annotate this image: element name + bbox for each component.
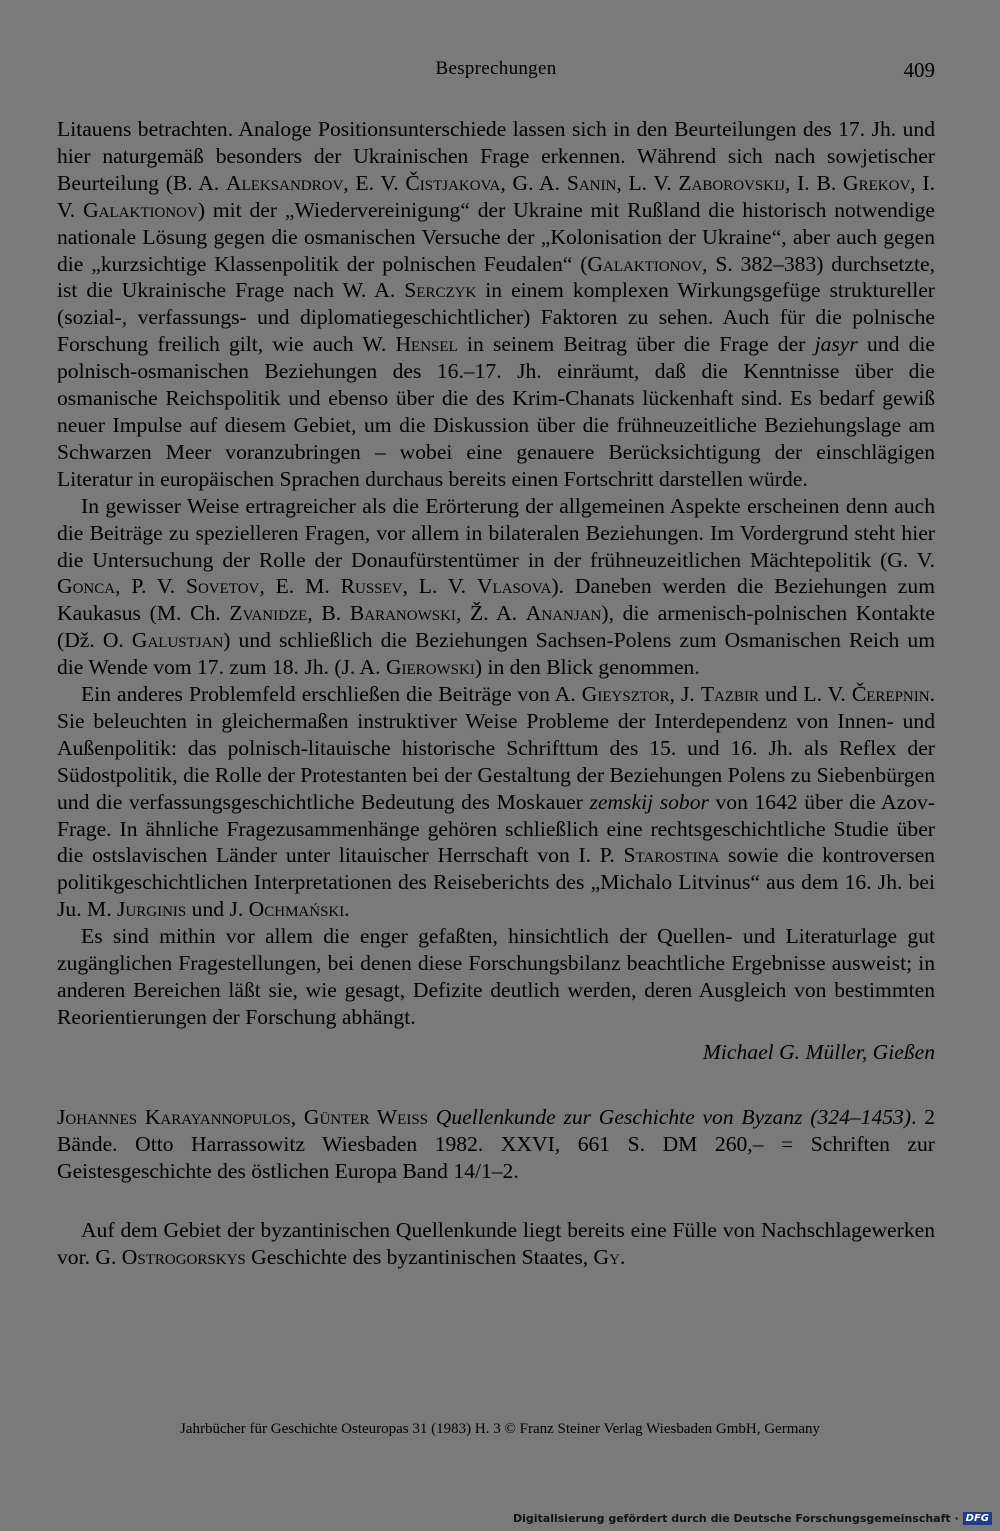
small-caps-name: Čerepnin <box>851 682 930 707</box>
header-title: Besprechungen <box>435 58 557 79</box>
small-caps-name: Serczyk <box>404 278 477 303</box>
small-caps-name: Zaborovskij <box>678 170 785 195</box>
paragraph: Es sind mithin vor allem die enger gefaßten, hinsichtlich der Quellen- und Literaturlage gut zugänglichen Fragestellungen, bei denen diese Forschungsbilanz beachtliche Ergebnisse ausweist; in anderen Bereichen läßt sie, wie gesagt, Defizite deutlich werden, deren Ausgleich von bestimmten Reorientierungen der Forschung abhängt. <box>57 924 935 1029</box>
author-signature: Michael G. Müller, Gießen <box>702 1039 935 1064</box>
small-caps-name: Sovetov <box>185 574 260 599</box>
running-header <box>57 58 935 88</box>
review-citation: Johannes Karayannopulos, Günter Weiss Quellenkunde zur Geschichte von Byzanz (324–1453). 2 Bände. Otto Harrassowitz Wiesbaden 1982. XXVI, 661 S. DM 260,– = Schriften zur Geistesgeschichte des östlichen Europa Band 14/1–2. <box>57 1104 935 1183</box>
small-caps-name: Starostina <box>623 843 720 868</box>
small-caps-name: Johannes Karayannopulos, Günter Weiss <box>57 1104 429 1129</box>
small-caps-name: Ochmański <box>248 897 345 922</box>
small-caps-name: Galustjan <box>131 628 224 653</box>
small-caps-name: Gonca <box>57 574 116 599</box>
small-caps-name: Aleksandrov <box>226 170 344 195</box>
italic-text: jasyr <box>814 332 858 357</box>
italic-text: zemskij sobor <box>589 789 709 814</box>
journal-footer: Jahrbücher für Geschichte Osteuropas 31 (1983) H. 3 © Franz Steiner Verlag Wiesbaden GmbH, Germany <box>179 1421 821 1437</box>
paragraph: Litauens betrachten. Analoge Positionsunterschiede lassen sich in den Beurteilungen des 17. Jh. und hier naturgemäß besonders der Ukrainischen Frage erkennen. Während sich nach sowjetischer Beurteilung (B. A. Aleksandrov, E. V. Čistjakova, G. A. Sanin, L. V. Zaborovskij, I. B. Grekov, I. V. Galaktionov) mit der „Wiedervereinigung“ der Ukraine mit Rußland die historisch notwendige nationale Lösung gegen die osmanischen Versuche der „Kolonisation der Ukraine“, aber auch gegen die „kurzsichtige Klassenpolitik der polnischen Feudalen“ (Galaktionov, S. 382–383) durchsetzte, ist die Ukrainische Frage nach W. A. Serczyk in einem komplexen Wirkungsgefüge struktureller (sozial-, verfassungs- und diplomatiegeschichtlicher) Faktoren zu sehen. Auch für die polnische Forschung freilich gilt, wie auch W. Hensel in seinem Beitrag über die Frage der jasyr und die polnisch-osmanischen Beziehungen des 16.–17. Jh. einräumt, daß die Kenntnisse über die osmanische Reichspolitik und ebenso über die des Krim-Chanats lückenhaft sind. Es bedarf gewiß neuer Impulse auf diesem Gebiet, um die Diskussion über die frühneuzeitliche Beziehungslage am Schwarzen Meer voranzubringen – wobei eine genauere Berücksichtigung der einschlägigen Literatur in europäischen Sprachen durchaus bereits einen Fortschritt darstellen würde. <box>57 117 936 491</box>
small-caps-name: Jurginis <box>117 897 187 922</box>
dfg-logo: DFG <box>963 1512 992 1525</box>
small-caps-name: Galaktionov <box>83 197 198 222</box>
article-body <box>57 116 935 1271</box>
small-caps-name: Gy. <box>593 1245 626 1270</box>
small-caps-name: Russev <box>340 574 403 599</box>
paragraph: In gewisser Weise ertragreicher als die Erörterung der allgemeinen Aspekte erscheinen denn auch die Beiträge zu spezielleren Fragen, vor allem in bilateralen Beziehungen. Im Vordergrund steht hier die Untersuchung der Rolle der Donaufürstentümer in der frühneuzeitlichen Mächtepolitik (G. V. Gonca, P. V. Sovetov, E. M. Russev, L. V. Vlasova). Daneben werden die Beziehungen zum Kaukasus (M. Ch. Zvanidze, B. Baranowski, Ž. A. Ananjan), die armenisch-polnischen Kontakte (Dž. O. Galustjan) und schließlich die Beziehungen Sachsen-Polens zum Osmanischen Reich um die Wende vom 17. zum 18. Jh. (J. A. Gierowski) in den Blick genommen. <box>57 493 936 680</box>
small-caps-name: Sanin <box>566 170 617 195</box>
small-caps-name: Galaktionov <box>587 251 703 276</box>
credit-text: Digitalisierung gefördert durch die Deutsche Forschungsgemeinschaft · <box>512 1512 959 1525</box>
small-caps-name: Tazbir <box>700 682 760 707</box>
small-caps-name: Čistjakova <box>405 170 501 195</box>
digitization-credit <box>513 1512 992 1525</box>
small-caps-name: Ostrogorskys <box>121 1245 246 1270</box>
italic-text: Quellenkunde zur Geschichte von Byzanz (324–1453) <box>435 1104 912 1129</box>
small-caps-name: Ananjan <box>525 601 602 626</box>
small-caps-name: Hensel <box>395 332 458 357</box>
small-caps-name: Grekov <box>843 170 911 195</box>
small-caps-name: Zvanidze <box>229 601 308 626</box>
review-opening-paragraph: Auf dem Gebiet der byzantinischen Quellenkunde liegt bereits eine Fülle von Nachschlagewerken vor. G. Ostrogorskys Geschichte des byzantinischen Staates, Gy. <box>57 1218 935 1270</box>
paragraph: Ein anderes Problemfeld erschließen die Beiträge von A. Gieysztor, J. Tazbir und L. V. Čerepnin. Sie beleuchten in gleichermaßen instruktiver Weise Probleme der Interdependenz von Innen- und Außenpolitik: das polnisch-litauische historische Schrifttum des 15. und 16. Jh. als Reflex der Südostpolitik, die Rolle der Protestanten bei der Gestaltung der Beziehungen Polens zu Siebenbürgen und die verfassungsgeschichtliche Bedeutung des Moskauer zemskij sobor von 1642 über die Azov-Frage. In ähnliche Fragezusammenhänge gehören schließlich eine rechtsgeschichtliche Studie über die ostslavischen Länder unter litauischer Herrschaft von I. P. Starostina sowie die kontroversen politikgeschichtlichen Interpretationen des Reiseberichts des „Michalo Litvinus“ aus dem 16. Jh. bei Ju. M. Jurginis und J. Ochmański. <box>57 682 936 922</box>
small-caps-name: Gierowski <box>385 655 475 680</box>
small-caps-name: Gieysztor <box>581 682 670 707</box>
page-number: 409 <box>903 58 935 82</box>
small-caps-name: Vlasova <box>476 574 552 599</box>
small-caps-name: Baranowski <box>349 601 456 626</box>
